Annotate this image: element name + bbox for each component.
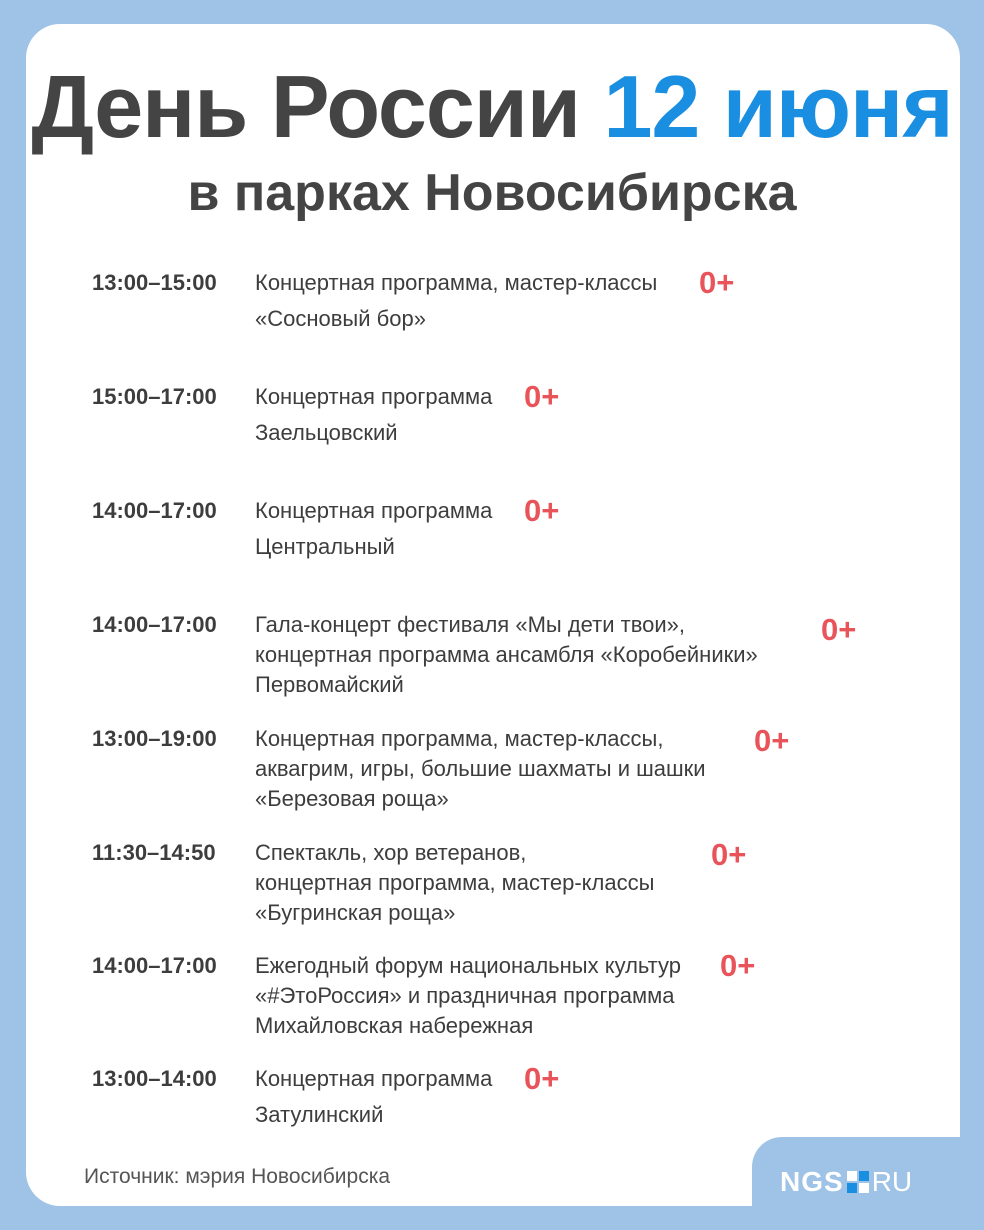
title-date: 12 июня	[603, 57, 953, 156]
event-place: Затулинский	[255, 1102, 384, 1127]
logo-ngs-text: NGS	[780, 1166, 844, 1197]
event-description	[255, 1064, 492, 1130]
event-place: «Сосновый бор»	[255, 306, 426, 331]
age-rating-badge: 0+	[699, 265, 735, 300]
age-rating-badge: 0+	[524, 493, 560, 528]
event-place: Центральный	[255, 534, 395, 559]
event-description	[255, 610, 758, 700]
event-title-line: Концертная программа	[255, 1066, 493, 1091]
event-place: Первомайский	[255, 672, 404, 697]
event-title-line: Гала-концерт фестиваля «Мы дети твои»,	[255, 612, 686, 637]
event-place: Михайловская набережная	[255, 1013, 534, 1038]
event-description	[255, 951, 681, 1041]
event-time: 13:00–19:00	[92, 726, 217, 751]
event-title-line: концертная программа ансамбля «Коробейники»	[255, 642, 758, 667]
event-title-line: Концертная программа	[255, 498, 493, 523]
event-title-line: концертная программа, мастер-классы	[255, 870, 655, 895]
event-title-line: Концертная программа, мастер-классы	[255, 270, 658, 295]
event-time: 14:00–17:00	[92, 953, 217, 978]
event-time: 15:00–17:00	[92, 384, 217, 409]
event-time: 14:00–17:00	[92, 612, 217, 637]
event-title-line: аквагрим, игры, большие шахматы и шашки	[255, 756, 706, 781]
event-place: «Бугринская роща»	[255, 900, 456, 925]
age-rating-badge: 0+	[821, 612, 857, 647]
age-rating-badge: 0+	[754, 723, 790, 758]
event-description	[255, 838, 654, 928]
event-title-line: «#ЭтоРоссия» и праздничная программа	[255, 983, 675, 1008]
logo-squares-icon	[847, 1171, 869, 1193]
event-description	[255, 382, 492, 448]
event-place: Заельцовский	[255, 420, 398, 445]
page-subtitle: в парках Новосибирска	[187, 164, 797, 222]
event-description	[255, 268, 657, 334]
event-description	[255, 724, 706, 814]
title-main: День России	[31, 57, 581, 156]
age-rating-badge: 0+	[720, 948, 756, 983]
event-title-line: Ежегодный форум национальных культур	[255, 953, 681, 978]
event-time: 13:00–15:00	[92, 270, 217, 295]
ngs-logo[interactable]	[780, 1165, 912, 1199]
age-rating-badge: 0+	[524, 1061, 560, 1096]
event-time: 14:00–17:00	[92, 498, 217, 523]
event-time: 11:30–14:50	[92, 840, 216, 865]
event-title-line: Концертная программа, мастер-классы,	[255, 726, 664, 751]
logo-ru-text: RU	[871, 1166, 913, 1197]
event-title-line: Концертная программа	[255, 384, 493, 409]
age-rating-badge: 0+	[711, 837, 747, 872]
event-place: «Березовая роща»	[255, 786, 449, 811]
age-rating-badge: 0+	[524, 379, 560, 414]
page-title	[0, 52, 984, 162]
event-description	[255, 496, 492, 562]
source-note: Источник: мэрия Новосибирска	[84, 1165, 391, 1188]
event-title-line: Спектакль, хор ветеранов,	[255, 840, 527, 865]
event-time: 13:00–14:00	[92, 1066, 217, 1091]
